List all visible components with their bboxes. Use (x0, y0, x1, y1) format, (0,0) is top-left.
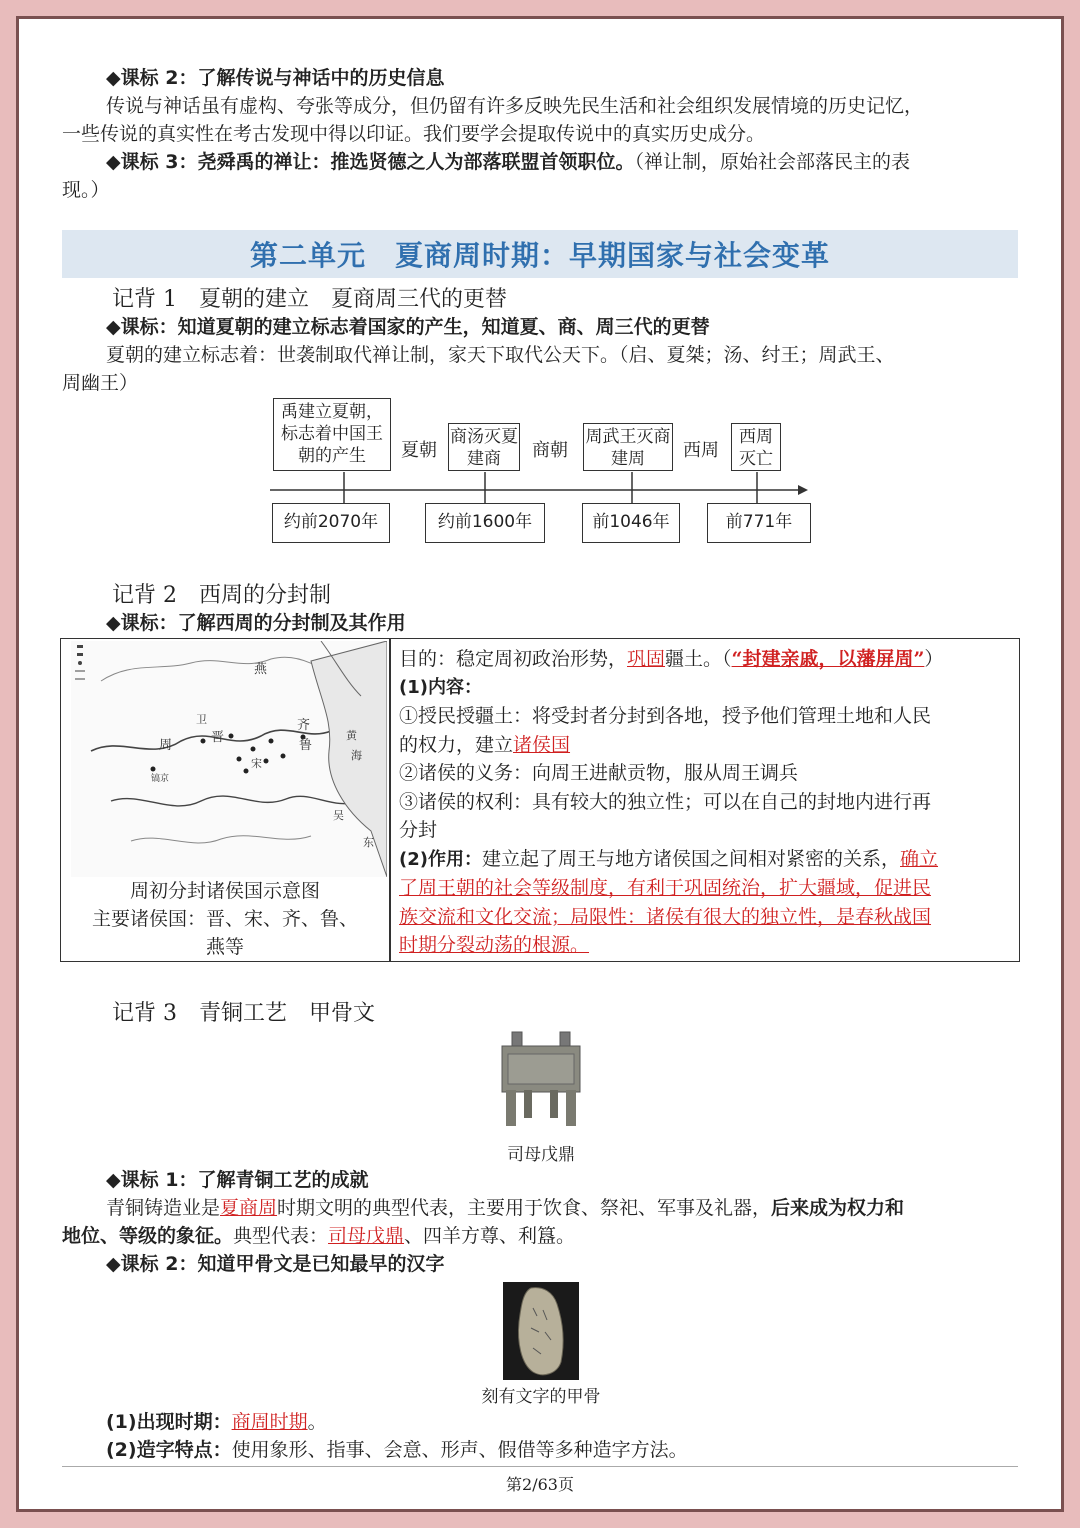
table-divider (389, 639, 391, 961)
timeline-date-4: 前771年 (707, 503, 811, 543)
effect-line (399, 845, 1011, 875)
t2-red: 司母戊鼎 (328, 1225, 405, 1247)
timeline-event-shang: 商汤灭夏建商 (448, 423, 520, 471)
fengjian-content (399, 645, 1011, 960)
t2a: 典型代表： (233, 1225, 329, 1247)
effect-red3: 族交流和文化交流；局限性：诸侯有很大的独立性，是春秋战国 (399, 905, 932, 928)
kb2-text-line2: 一些传说的真实性在考古发现中得以印证。我们要学会提取传说中的真实历史成分。 (62, 123, 766, 145)
t1a: 青铜铸造业是 (106, 1197, 221, 1219)
p1-end: 。 (307, 1411, 327, 1433)
timeline-event-zhou: 周武王灭商建周 (583, 423, 673, 471)
t2-bold: 地位、等级的象征。 (62, 1225, 234, 1247)
bone-caption: 刻有文字的甲骨 (481, 1387, 601, 1407)
unit-title: 第二单元 夏商周时期：早期国家与社会变革 (249, 239, 830, 272)
map-states: 主要诸侯国：晋、宋、齐、鲁、 (91, 908, 358, 930)
content-1b-line (399, 731, 1011, 760)
timeline-event-xizhou-end: 西周灭亡 (731, 423, 781, 471)
point2-line (106, 1436, 688, 1464)
jibei1-text-line2: 周幽王） (62, 372, 139, 394)
timeline-date-3: 前1046年 (582, 503, 680, 543)
page-number: 第2/63页 (506, 1475, 574, 1494)
p2-label: (2)造字特点： (106, 1439, 232, 1461)
content-label: (1)内容： (399, 676, 482, 698)
effect-red2: 了周王朝的社会等级制度，有利于巩固统治，扩大疆域，促进民 (399, 877, 932, 899)
footer-divider (62, 1466, 1018, 1467)
jibei1-text-line1: 夏朝的建立标志着：世袭制取代禅让制，家天下取代公天下。（启、夏桀；汤、纣王；周武王、 (106, 344, 895, 366)
t2b: 、四羊方尊、利簋。 (404, 1225, 576, 1247)
map-label-song: 宋 (251, 757, 262, 770)
ding-caption: 司母戊鼎 (507, 1145, 575, 1165)
map-caption: 周初分封诸侯国示意图 (129, 880, 320, 902)
jibei2-heading: 记背 2 西周的分封制 (112, 583, 331, 608)
content-1a: ①授民授疆土：将受封者分封到各地，授予他们管理土地和人民 (399, 705, 932, 727)
jibei3-text-line2 (62, 1222, 575, 1250)
p1-red: 商周时期 (231, 1411, 308, 1433)
t1b: 时期文明的典型代表，主要用于饮食、祭祀、军事及礼器， (277, 1197, 772, 1219)
jibei1-kb-label: ◆课标：知道夏朝的建立标志着国家的产生，知道夏、商、周三代的更替 (106, 316, 710, 338)
p2-text: 使用象形、指事、会意、形声、假借等多种造字方法。 (231, 1439, 688, 1461)
effect-label: (2)作用： (399, 848, 482, 870)
map-label-zhou: 周 (159, 738, 173, 753)
purpose-line (399, 645, 1011, 674)
p1-label: (1)出现时期： (106, 1411, 232, 1433)
content-1b: 的权力，建立 (399, 733, 514, 756)
timeline-dynasty-xizhou: 西周 (683, 440, 719, 461)
map-label-yellow: 黄 (346, 729, 357, 742)
simuwu-ding-image (494, 1030, 588, 1130)
point1-line (106, 1408, 327, 1436)
effect-a: 建立起了周王与地方诸侯国之间相对紧密的关系， (481, 847, 900, 870)
unit-banner (62, 230, 1018, 278)
jibei3-text-line1 (106, 1194, 904, 1222)
kb2-label: ◆课标 2：了解传说与神话中的历史信息 (106, 67, 445, 89)
map-label-jin: 晋 (211, 730, 225, 745)
kb3-rest: （禅让制，原始社会部落民主的表 (634, 151, 910, 173)
kb3-end: 现。） (62, 179, 110, 201)
effect-red1: 确立 (900, 847, 939, 870)
map-label-hao: 镐京 (151, 774, 170, 784)
jibei3-kb1-label: ◆课标 1：了解青铜工艺的成就 (106, 1169, 369, 1191)
content-3a: ③诸侯的权利：具有较大的独立性；可以在自己的封地内进行再 (399, 790, 932, 813)
map-label-yan: 燕 (254, 662, 268, 677)
purpose-c: ） (924, 648, 944, 670)
map-label-wu: 吴 (333, 809, 344, 822)
jibei1-heading: 记背 1 夏朝的建立 夏商周三代的更替 (112, 287, 507, 312)
jibei3-kb2-label: ◆课标 2：知道甲骨文是已知最早的汉字 (106, 1253, 445, 1275)
jibei3-heading: 记背 3 青铜工艺 甲骨文 (112, 1001, 375, 1026)
zhou-map (71, 641, 387, 877)
oracle-bone-image (503, 1282, 579, 1380)
jibei2-kb-label: ◆课标：了解西周的分封制及其作用 (106, 612, 406, 634)
map-label-east: 东 (363, 836, 374, 849)
kb3-label: ◆课标 3：尧舜禹的禅让：推选贤德之人为部落联盟首领职位。 (106, 151, 635, 173)
kb3-line (106, 148, 910, 176)
map-states-end: 燕等 (205, 936, 244, 958)
map-label-qi: 齐 (297, 718, 311, 733)
content-1-red: 诸侯国 (513, 733, 571, 756)
content-3b: 分封 (399, 819, 438, 841)
purpose-quote: “封建亲戚，以藩屏周” (731, 648, 925, 670)
purpose-red: 巩固 (627, 648, 666, 670)
t1-bold: 后来成为权力和 (771, 1197, 905, 1219)
kb2-text-line1: 传说与神话虽有虚构、夸张等成分，但仍留有许多反映先民生活和社会组织发展情境的历史记忆， (106, 95, 924, 117)
timeline-date-1: 约前2070年 (272, 503, 390, 543)
effect-red4: 时期分裂动荡的根源。 (399, 934, 590, 956)
timeline-dynasty-xia: 夏朝 (401, 440, 437, 461)
t1-red: 夏商周 (220, 1197, 278, 1219)
map-label-lu: 鲁 (299, 738, 313, 753)
map-label-sea: 海 (351, 749, 362, 762)
fengjian-table (60, 638, 1020, 962)
timeline-dynasty-shang: 商朝 (532, 440, 568, 461)
purpose-a: 目的：稳定周初政治形势， (399, 648, 628, 670)
timeline-date-2: 约前1600年 (425, 503, 545, 543)
timeline-event-xia: 禹建立夏朝，标志着中国王朝的产生 (273, 398, 391, 471)
purpose-b: 疆土。（ (665, 648, 732, 670)
map-label-wei: 卫 (196, 713, 207, 726)
content-2: ②诸侯的义务：向周王进献贡物，服从周王调兵 (399, 762, 799, 784)
